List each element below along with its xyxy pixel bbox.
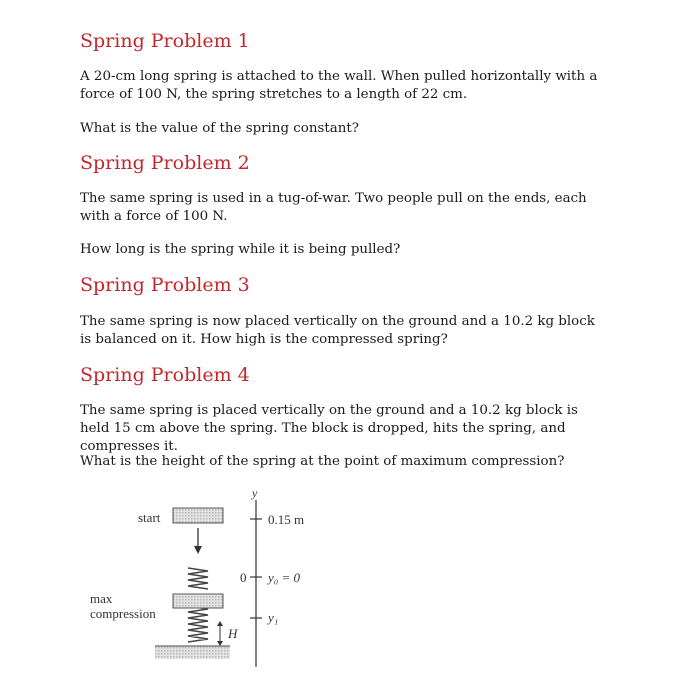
problem-2-question: How long is the spring while it is being pulled?	[80, 242, 401, 257]
h-label: H	[228, 626, 238, 641]
start-block	[173, 508, 223, 523]
start-label: start	[138, 510, 161, 525]
problem-3-text: The same spring is now placed vertically on the ground and a 10.2 kg block is balanced on it. How high is the compressed spring?	[80, 314, 595, 347]
problem-2-title: Spring Problem 2	[80, 152, 250, 174]
spring-diagram	[80, 482, 320, 700]
problem-4-question: What is the height of the spring at the point of maximum compression?	[80, 454, 565, 469]
height-label: 0.15 m	[268, 512, 305, 527]
fall-arrow-head	[194, 546, 202, 554]
zero-label: 0	[240, 570, 247, 585]
problem-4-text: The same spring is placed vertically on the ground and a 10.2 kg block is held 15 cm above the spring. The block is dropped, hits the spring, and compresses it.	[80, 403, 578, 454]
problem-1-title: Spring Problem 1	[80, 30, 250, 52]
compression-label: compression	[90, 606, 156, 621]
problem-2-text: The same spring is used in a tug-of-war. Two people pull on the ends, each with a force of 100 N.	[80, 191, 587, 224]
problem-4-title: Spring Problem 4	[80, 364, 250, 386]
ground	[155, 646, 230, 659]
compressed-block	[173, 594, 223, 608]
max-label: max	[90, 591, 113, 606]
y0-label: y₀ = 0	[268, 570, 301, 585]
y1-label: y₁	[268, 610, 279, 625]
problem-1-text: A 20-cm long spring is attached to the wall. When pulled horizontally with a force of 100 N, the spring stretches to a length of 22 cm.	[80, 69, 598, 102]
y-axis-label: y	[252, 486, 258, 500]
problem-1-question: What is the value of the spring constant?	[80, 121, 359, 136]
spring-drop-figure	[80, 482, 320, 700]
problem-3-title: Spring Problem 3	[80, 274, 250, 296]
